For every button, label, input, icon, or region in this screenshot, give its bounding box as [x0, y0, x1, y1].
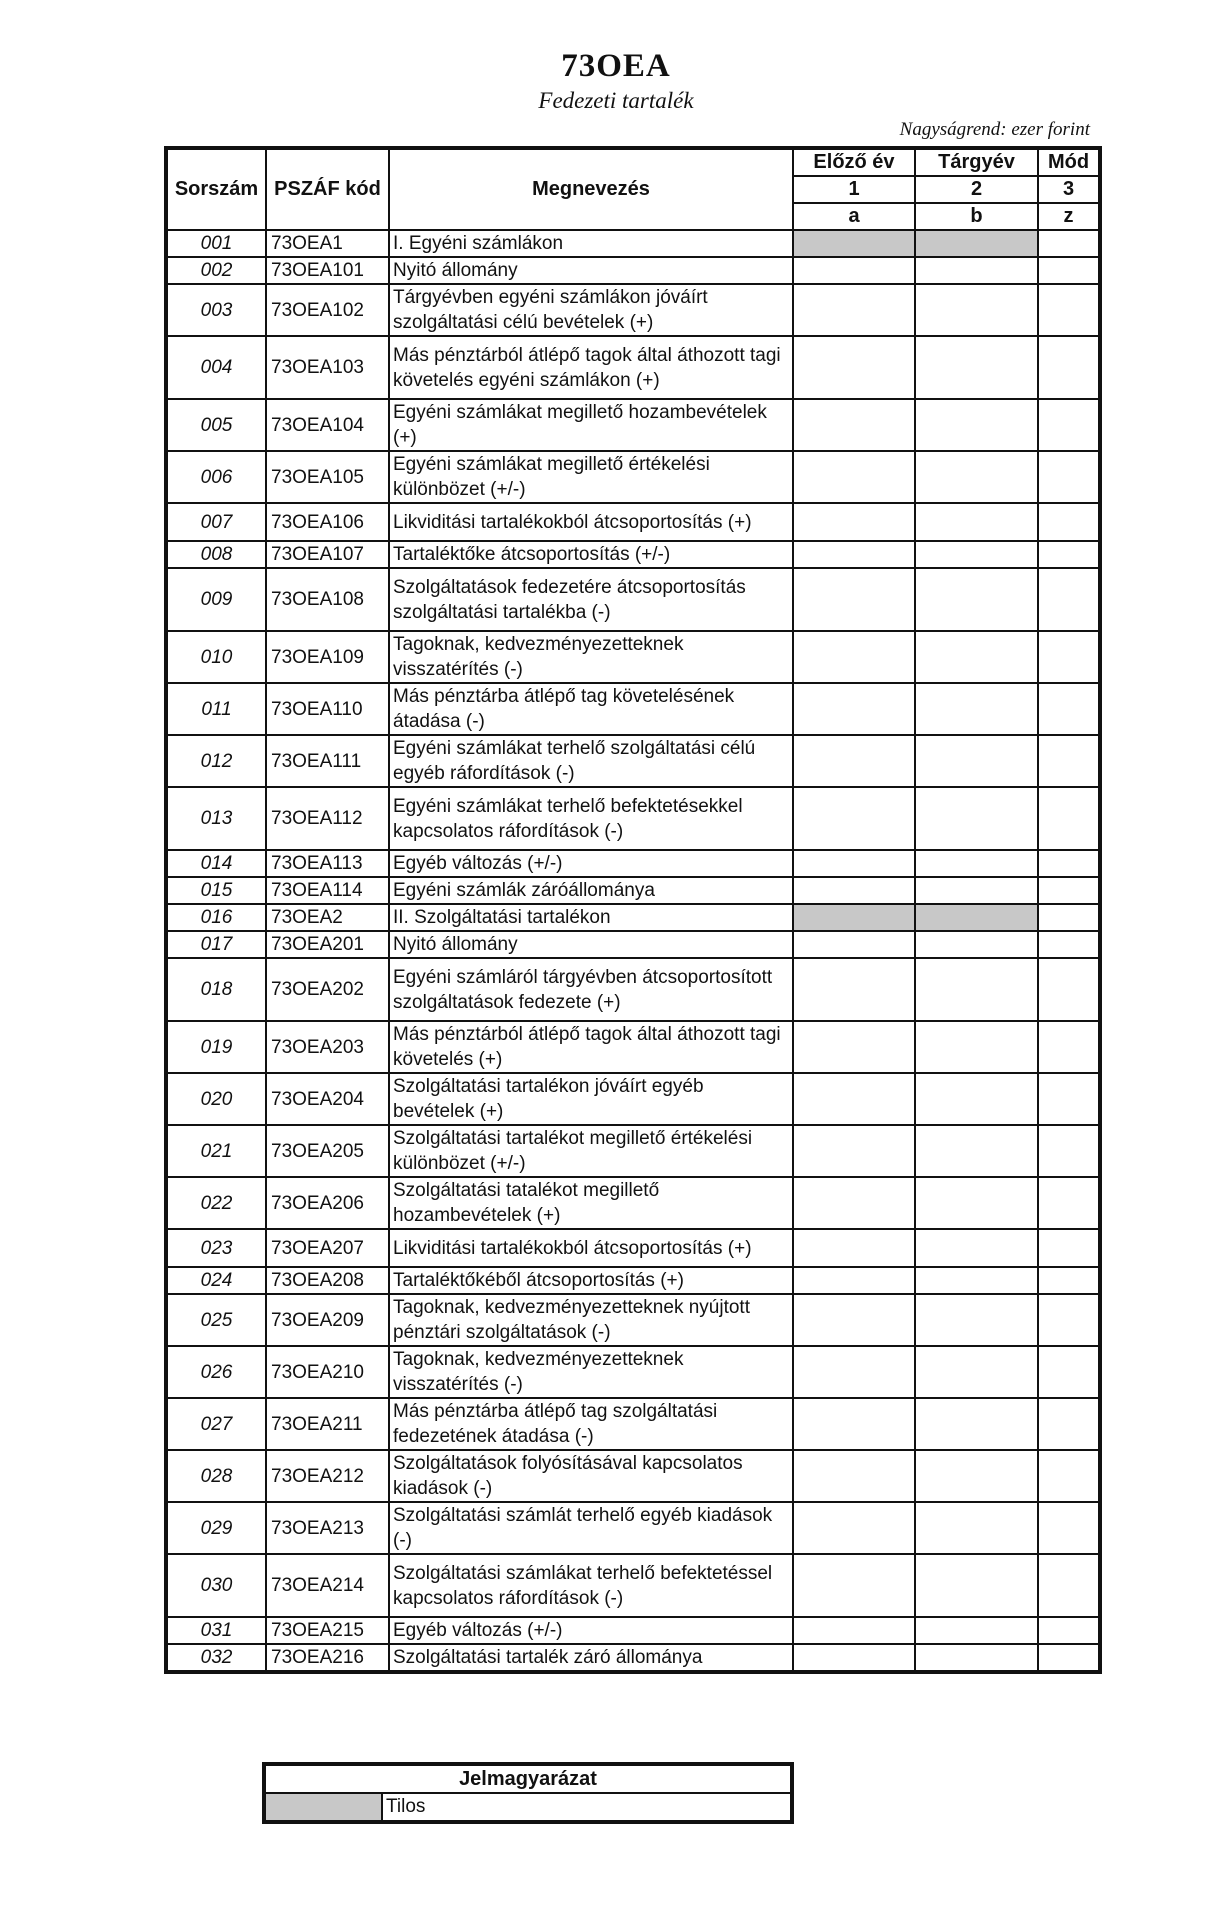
row-number: 012 [166, 735, 266, 787]
value-prev-year [793, 1502, 915, 1554]
row-description: Szolgáltatási tartalék záró állománya [389, 1644, 793, 1672]
value-current-year [915, 877, 1038, 904]
header-mod: Mód [1038, 148, 1100, 176]
row-number: 020 [166, 1073, 266, 1125]
value-mod [1038, 631, 1100, 683]
value-prev-year [793, 568, 915, 631]
row-pszaf-code: 73OEA211 [266, 1398, 389, 1450]
legend-title: Jelmagyarázat [264, 1764, 792, 1793]
value-mod [1038, 850, 1100, 877]
row-pszaf-code: 73OEA103 [266, 336, 389, 399]
value-prev-year [793, 399, 915, 451]
row-pszaf-code: 73OEA209 [266, 1294, 389, 1346]
table-row [166, 1450, 1100, 1502]
value-current-year [915, 904, 1038, 931]
row-pszaf-code: 73OEA206 [266, 1177, 389, 1229]
table-header [166, 148, 1100, 230]
value-current-year [915, 1125, 1038, 1177]
value-mod [1038, 1294, 1100, 1346]
table-row [166, 230, 1100, 257]
table-row [166, 1229, 1100, 1267]
data-table [164, 146, 1102, 1674]
value-current-year [915, 1554, 1038, 1617]
value-mod [1038, 1021, 1100, 1073]
row-number: 022 [166, 1177, 266, 1229]
value-prev-year [793, 336, 915, 399]
value-current-year [915, 336, 1038, 399]
row-description: Szolgáltatások folyósításával kapcsolatos kiadások (-) [389, 1450, 793, 1502]
value-mod [1038, 541, 1100, 568]
table-row [166, 399, 1100, 451]
table-row [166, 1644, 1100, 1672]
row-pszaf-code: 73OEA216 [266, 1644, 389, 1672]
value-prev-year [793, 877, 915, 904]
row-number: 026 [166, 1346, 266, 1398]
row-description: Szolgáltatási tatalékot megillető hozambevételek (+) [389, 1177, 793, 1229]
value-current-year [915, 1502, 1038, 1554]
value-mod [1038, 257, 1100, 284]
row-number: 023 [166, 1229, 266, 1267]
value-current-year [915, 451, 1038, 503]
value-prev-year [793, 1450, 915, 1502]
value-prev-year [793, 1554, 915, 1617]
row-number: 009 [166, 568, 266, 631]
row-description: Nyitó állomány [389, 931, 793, 958]
value-current-year [915, 1267, 1038, 1294]
row-description: Nyitó állomány [389, 257, 793, 284]
header-col-letter-z: z [1038, 203, 1100, 230]
value-current-year [915, 931, 1038, 958]
header-sorszam: Sorszám [166, 148, 266, 230]
row-pszaf-code: 73OEA102 [266, 284, 389, 336]
row-pszaf-code: 73OEA2 [266, 904, 389, 931]
value-prev-year [793, 1398, 915, 1450]
value-prev-year [793, 1177, 915, 1229]
row-description: Egyéni számlákat megillető hozambevételek (+) [389, 399, 793, 451]
row-pszaf-code: 73OEA1 [266, 230, 389, 257]
row-description: Tagoknak, kedvezményezetteknek nyújtott pénztári szolgáltatások (-) [389, 1294, 793, 1346]
value-prev-year [793, 931, 915, 958]
value-current-year [915, 568, 1038, 631]
value-prev-year [793, 631, 915, 683]
row-description: Tagoknak, kedvezményezetteknek visszatérítés (-) [389, 631, 793, 683]
value-prev-year [793, 1294, 915, 1346]
value-prev-year [793, 541, 915, 568]
row-pszaf-code: 73OEA214 [266, 1554, 389, 1617]
table-row [166, 541, 1100, 568]
value-current-year [915, 1644, 1038, 1672]
row-description: Más pénztárból átlépő tagok által áthozott tagi követelés egyéni számlákon (+) [389, 336, 793, 399]
row-pszaf-code: 73OEA108 [266, 568, 389, 631]
header-col-num-3: 3 [1038, 176, 1100, 203]
row-pszaf-code: 73OEA215 [266, 1617, 389, 1644]
value-prev-year [793, 735, 915, 787]
row-number: 011 [166, 683, 266, 735]
row-description: Tárgyévben egyéni számlákon jóváírt szolgáltatási célú bevételek (+) [389, 284, 793, 336]
value-mod [1038, 284, 1100, 336]
value-prev-year [793, 1267, 915, 1294]
value-current-year [915, 631, 1038, 683]
value-prev-year [793, 1125, 915, 1177]
value-prev-year [793, 1644, 915, 1672]
value-current-year [915, 1073, 1038, 1125]
row-description: Likviditási tartalékokból átcsoportosítás (+) [389, 1229, 793, 1267]
row-description: Egyéni számláról tárgyévben átcsoportosított szolgáltatások fedezete (+) [389, 958, 793, 1021]
header-pszaf-kod: PSZÁF kód [266, 148, 389, 230]
value-current-year [915, 1450, 1038, 1502]
value-prev-year [793, 451, 915, 503]
row-pszaf-code: 73OEA110 [266, 683, 389, 735]
row-pszaf-code: 73OEA210 [266, 1346, 389, 1398]
table-row [166, 904, 1100, 931]
row-pszaf-code: 73OEA109 [266, 631, 389, 683]
value-mod [1038, 877, 1100, 904]
row-description: I. Egyéni számlákon [389, 230, 793, 257]
table-row [166, 958, 1100, 1021]
row-number: 018 [166, 958, 266, 1021]
row-description: Egyéni számlákat terhelő szolgáltatási célú egyéb ráfordítások (-) [389, 735, 793, 787]
row-description: Tartaléktőkéből átcsoportosítás (+) [389, 1267, 793, 1294]
value-prev-year [793, 257, 915, 284]
row-number: 014 [166, 850, 266, 877]
value-current-year [915, 787, 1038, 850]
row-pszaf-code: 73OEA112 [266, 787, 389, 850]
table-row [166, 1554, 1100, 1617]
header-megnevezes: Megnevezés [389, 148, 793, 230]
value-mod [1038, 958, 1100, 1021]
row-pszaf-code: 73OEA203 [266, 1021, 389, 1073]
table-row [166, 257, 1100, 284]
table-row [166, 631, 1100, 683]
header-col-num-2: 2 [915, 176, 1038, 203]
table-row [166, 1346, 1100, 1398]
value-prev-year [793, 1346, 915, 1398]
value-current-year [915, 958, 1038, 1021]
table-row [166, 503, 1100, 541]
row-number: 021 [166, 1125, 266, 1177]
row-pszaf-code: 73OEA201 [266, 931, 389, 958]
value-mod [1038, 1073, 1100, 1125]
table-row [166, 1177, 1100, 1229]
table-body [166, 230, 1100, 1672]
value-current-year [915, 1346, 1038, 1398]
table-row [166, 1021, 1100, 1073]
value-current-year [915, 230, 1038, 257]
row-number: 031 [166, 1617, 266, 1644]
row-pszaf-code: 73OEA107 [266, 541, 389, 568]
value-mod [1038, 1644, 1100, 1672]
value-prev-year [793, 850, 915, 877]
row-pszaf-code: 73OEA212 [266, 1450, 389, 1502]
row-number: 013 [166, 787, 266, 850]
row-number: 001 [166, 230, 266, 257]
header-col-letter-a: a [793, 203, 915, 230]
value-mod [1038, 399, 1100, 451]
row-number: 027 [166, 1398, 266, 1450]
row-description: Szolgáltatási tartalékot megillető értékelési különbözet (+/-) [389, 1125, 793, 1177]
table-row [166, 683, 1100, 735]
value-mod [1038, 568, 1100, 631]
value-mod [1038, 1617, 1100, 1644]
row-description: Tagoknak, kedvezményezetteknek visszatérítés (-) [389, 1346, 793, 1398]
value-mod [1038, 904, 1100, 931]
row-number: 010 [166, 631, 266, 683]
value-mod [1038, 1267, 1100, 1294]
row-pszaf-code: 73OEA101 [266, 257, 389, 284]
row-description: Egyéni számlák záróállománya [389, 877, 793, 904]
header-col-letter-b: b [915, 203, 1038, 230]
row-description: Egyéb változás (+/-) [389, 1617, 793, 1644]
form-subtitle: Fedezeti tartalék [538, 88, 694, 113]
value-current-year [915, 1229, 1038, 1267]
value-current-year [915, 850, 1038, 877]
table-row [166, 336, 1100, 399]
row-number: 017 [166, 931, 266, 958]
value-current-year [915, 1021, 1038, 1073]
table-row [166, 1267, 1100, 1294]
value-prev-year [793, 230, 915, 257]
value-mod [1038, 503, 1100, 541]
value-prev-year [793, 683, 915, 735]
row-description: Szolgáltatási tartalékon jóváírt egyéb bevételek (+) [389, 1073, 793, 1125]
table-row [166, 931, 1100, 958]
row-description: Egyéb változás (+/-) [389, 850, 793, 877]
row-number: 028 [166, 1450, 266, 1502]
value-mod [1038, 230, 1100, 257]
row-description: Likviditási tartalékokból átcsoportosítás (+) [389, 503, 793, 541]
value-mod [1038, 1554, 1100, 1617]
row-description: Más pénztárból átlépő tagok által áthozott tagi követelés (+) [389, 1021, 793, 1073]
value-current-year [915, 683, 1038, 735]
table-row [166, 284, 1100, 336]
row-description: Szolgáltatási számlát terhelő egyéb kiadások (-) [389, 1502, 793, 1554]
row-description: Egyéni számlákat megillető értékelési különbözet (+/-) [389, 451, 793, 503]
row-pszaf-code: 73OEA208 [266, 1267, 389, 1294]
value-prev-year [793, 787, 915, 850]
table-row [166, 1294, 1100, 1346]
row-number: 029 [166, 1502, 266, 1554]
value-mod [1038, 451, 1100, 503]
row-pszaf-code: 73OEA104 [266, 399, 389, 451]
row-pszaf-code: 73OEA205 [266, 1125, 389, 1177]
value-prev-year [793, 1229, 915, 1267]
row-number: 015 [166, 877, 266, 904]
value-prev-year [793, 284, 915, 336]
table-row [166, 1617, 1100, 1644]
value-current-year [915, 503, 1038, 541]
row-pszaf-code: 73OEA207 [266, 1229, 389, 1267]
header-prev-year: Előző év [793, 148, 915, 176]
table-row [166, 1125, 1100, 1177]
value-current-year [915, 1617, 1038, 1644]
row-number: 004 [166, 336, 266, 399]
header-current-year: Tárgyév [915, 148, 1038, 176]
row-description: Más pénztárba átlépő tag követelésének átadása (-) [389, 683, 793, 735]
table-row [166, 1073, 1100, 1125]
row-number: 005 [166, 399, 266, 451]
value-mod [1038, 1125, 1100, 1177]
value-mod [1038, 1346, 1100, 1398]
value-mod [1038, 1177, 1100, 1229]
row-number: 007 [166, 503, 266, 541]
row-description: II. Szolgáltatási tartalékon [389, 904, 793, 931]
value-current-year [915, 1294, 1038, 1346]
value-mod [1038, 931, 1100, 958]
value-prev-year [793, 1021, 915, 1073]
table-row [166, 568, 1100, 631]
row-pszaf-code: 73OEA111 [266, 735, 389, 787]
value-mod [1038, 1502, 1100, 1554]
table-row [166, 735, 1100, 787]
row-number: 032 [166, 1644, 266, 1672]
value-mod [1038, 735, 1100, 787]
row-pszaf-code: 73OEA202 [266, 958, 389, 1021]
row-number: 025 [166, 1294, 266, 1346]
header-col-num-1: 1 [793, 176, 915, 203]
value-prev-year [793, 1617, 915, 1644]
row-description: Egyéni számlákat terhelő befektetésekkel kapcsolatos ráfordítások (-) [389, 787, 793, 850]
table-row [166, 1502, 1100, 1554]
unit-note: Nagyságrend: ezer forint [899, 119, 1090, 140]
value-prev-year [793, 904, 915, 931]
value-mod [1038, 1229, 1100, 1267]
legend-table [262, 1762, 794, 1824]
table-row [166, 787, 1100, 850]
row-description: Tartaléktőke átcsoportosítás (+/-) [389, 541, 793, 568]
value-prev-year [793, 503, 915, 541]
value-current-year [915, 284, 1038, 336]
value-mod [1038, 1398, 1100, 1450]
form-code-title: 73OEA [561, 48, 671, 84]
row-number: 019 [166, 1021, 266, 1073]
value-mod [1038, 683, 1100, 735]
value-current-year [915, 1398, 1038, 1450]
row-number: 024 [166, 1267, 266, 1294]
row-pszaf-code: 73OEA113 [266, 850, 389, 877]
value-mod [1038, 336, 1100, 399]
row-number: 008 [166, 541, 266, 568]
row-pszaf-code: 73OEA114 [266, 877, 389, 904]
row-pszaf-code: 73OEA105 [266, 451, 389, 503]
value-mod [1038, 787, 1100, 850]
value-current-year [915, 257, 1038, 284]
row-number: 006 [166, 451, 266, 503]
value-prev-year [793, 1073, 915, 1125]
row-description: Szolgáltatási számlákat terhelő befektetéssel kapcsolatos ráfordítások (-) [389, 1554, 793, 1617]
row-number: 003 [166, 284, 266, 336]
legend-swatch-forbidden [264, 1793, 382, 1822]
row-number: 002 [166, 257, 266, 284]
row-pszaf-code: 73OEA213 [266, 1502, 389, 1554]
table-row [166, 877, 1100, 904]
row-description: Más pénztárba átlépő tag szolgáltatási fedezetének átadása (-) [389, 1398, 793, 1450]
row-pszaf-code: 73OEA106 [266, 503, 389, 541]
value-mod [1038, 1450, 1100, 1502]
row-description: Szolgáltatások fedezetére átcsoportosítás szolgáltatási tartalékba (-) [389, 568, 793, 631]
value-current-year [915, 399, 1038, 451]
row-number: 016 [166, 904, 266, 931]
value-current-year [915, 541, 1038, 568]
value-current-year [915, 1177, 1038, 1229]
legend-label-forbidden: Tilos [382, 1793, 792, 1822]
value-prev-year [793, 958, 915, 1021]
table-row [166, 451, 1100, 503]
row-pszaf-code: 73OEA204 [266, 1073, 389, 1125]
value-current-year [915, 735, 1038, 787]
table-row [166, 1398, 1100, 1450]
table-row [166, 850, 1100, 877]
row-number: 030 [166, 1554, 266, 1617]
